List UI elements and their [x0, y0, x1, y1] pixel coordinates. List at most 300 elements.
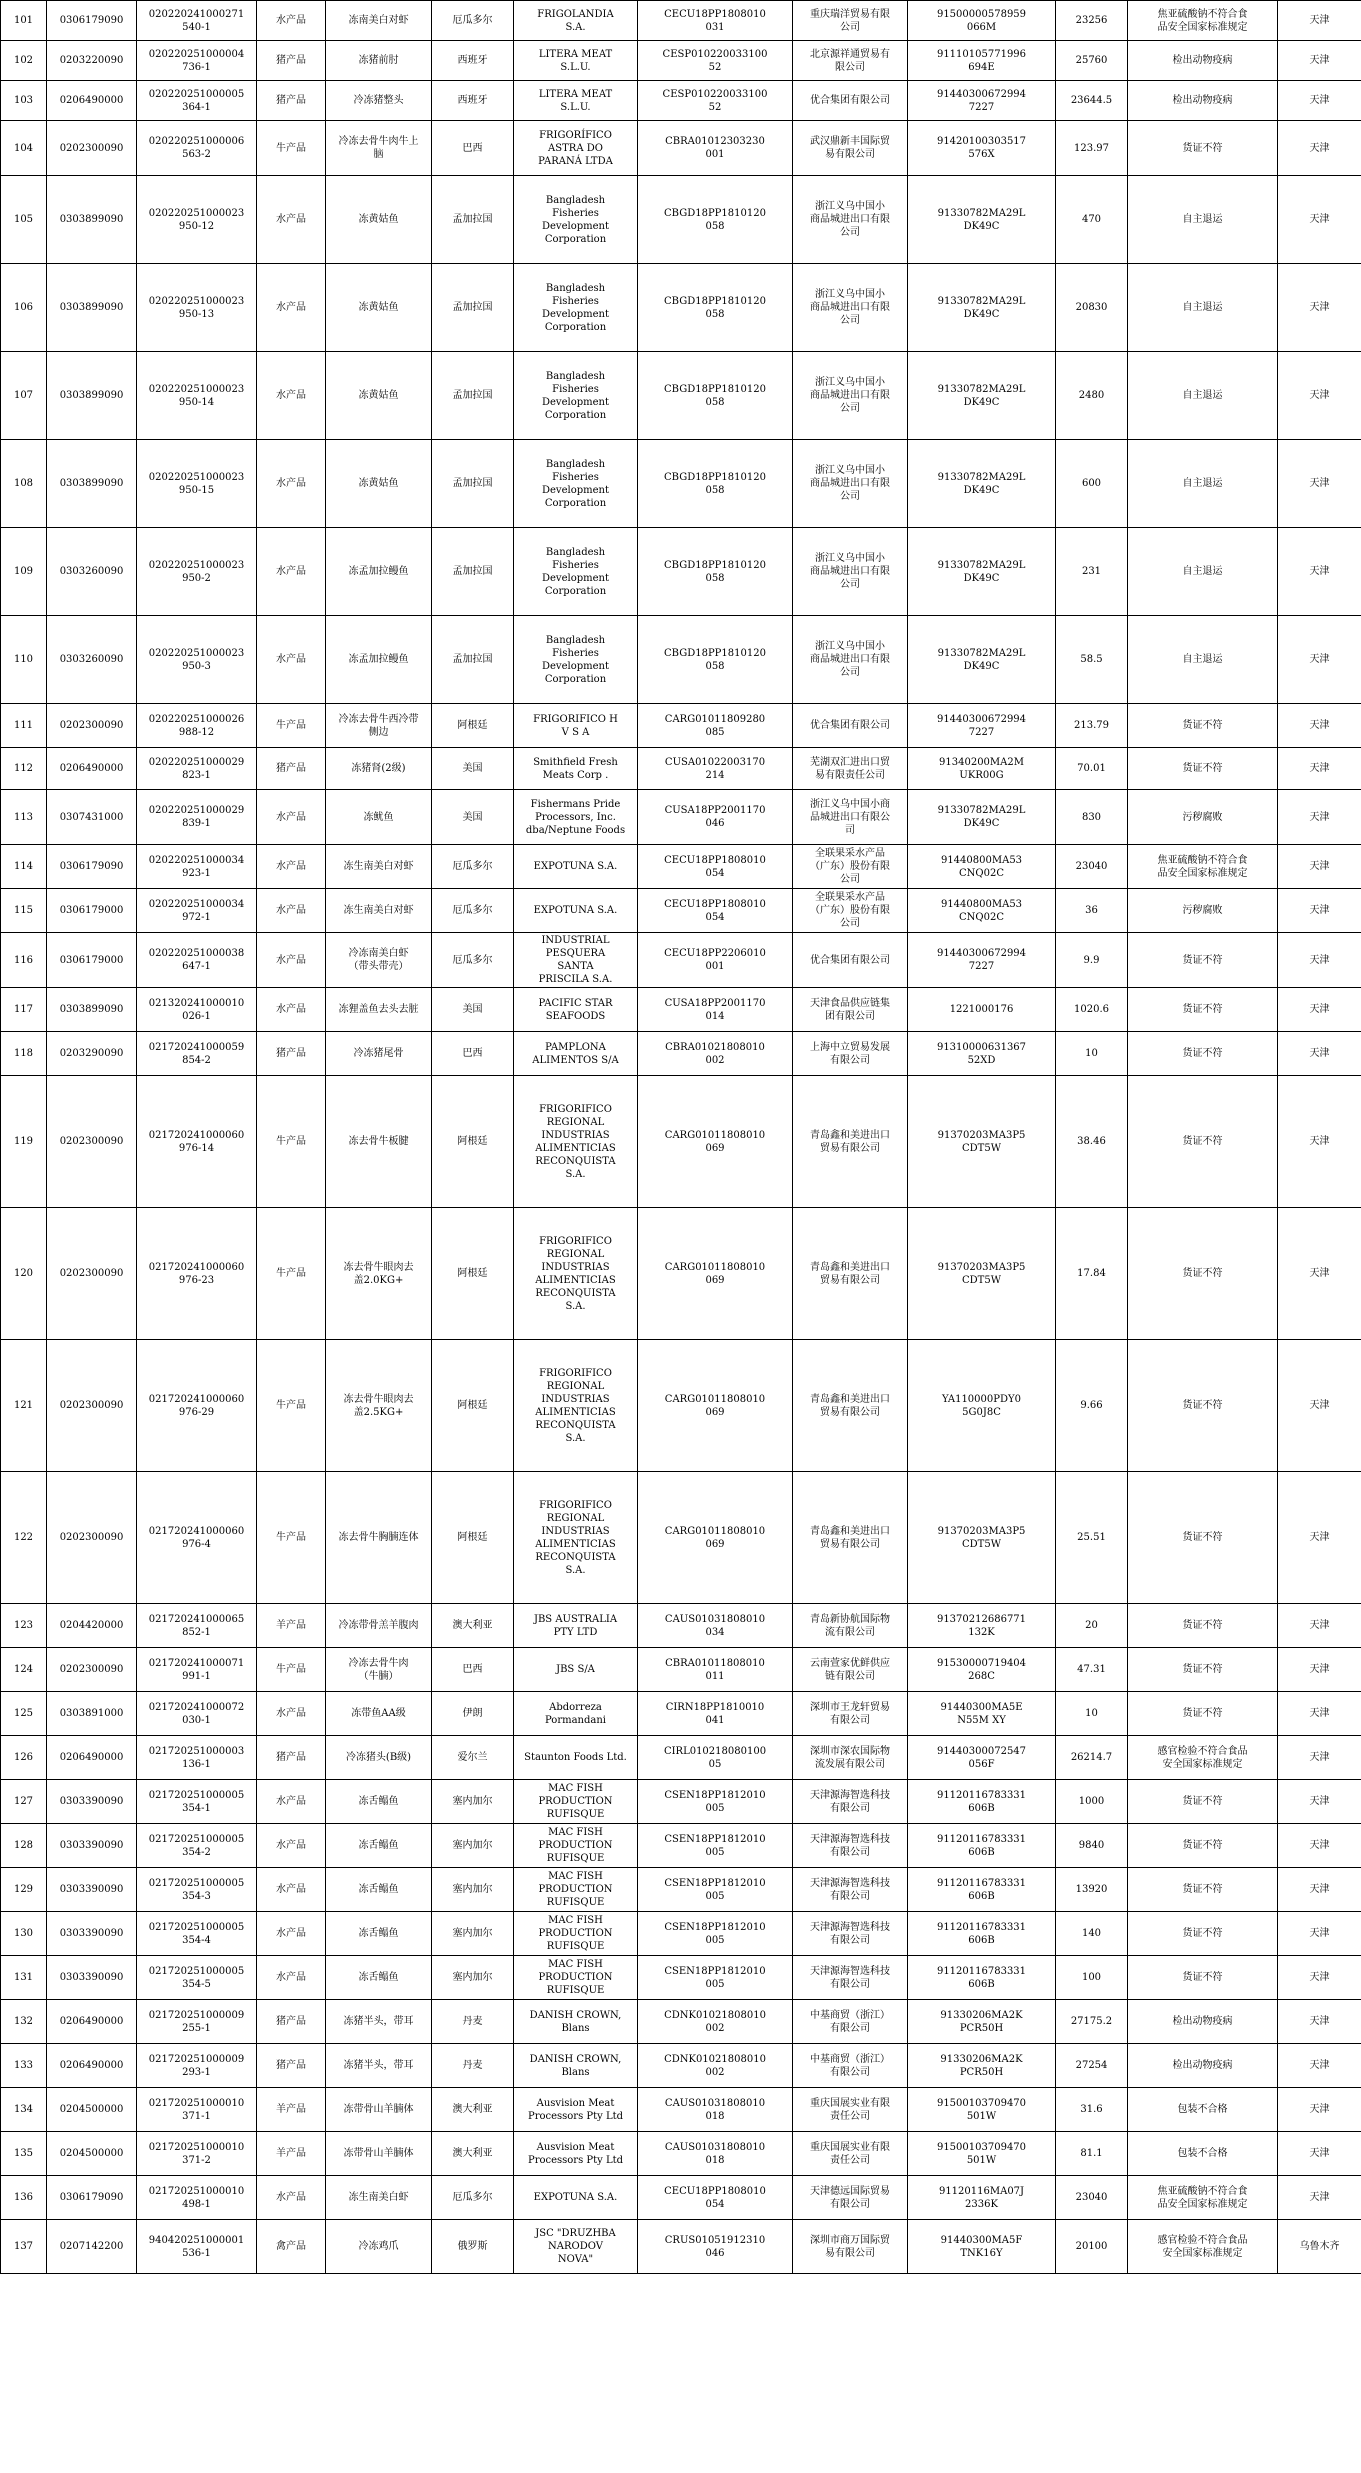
producer-registration-number: CSEN18PP1812010 005	[638, 1824, 793, 1868]
weight-kg: 23040	[1056, 2176, 1128, 2220]
port-of-entry: 天津	[1278, 889, 1361, 933]
hs-code: 0306179090	[47, 1, 137, 41]
declaration-number: 021720251000009 293-1	[137, 2044, 257, 2088]
rejection-reason: 检出动物疫病	[1128, 41, 1278, 81]
table-row	[1, 1340, 1361, 1472]
importer-credit-code: 91370203MA3P5 CDT5W	[908, 1208, 1056, 1340]
product-category: 水产品	[257, 528, 326, 616]
product-category: 禽产品	[257, 2220, 326, 2274]
product-name: 冻猪半头，带耳	[326, 2044, 432, 2088]
row-number: 112	[1, 748, 47, 790]
importer-name: 浙江义乌中国小商 品城进出口有限公 司	[793, 790, 908, 845]
declaration-number: 021720241000071 991-1	[137, 1648, 257, 1692]
table-row	[1, 2132, 1361, 2176]
importer-name: 深圳市商万国际贸 易有限公司	[793, 2220, 908, 2274]
product-name: 冻生南美白对虾	[326, 845, 432, 889]
row-number: 122	[1, 1472, 47, 1604]
table-row	[1, 81, 1361, 121]
table-row	[1, 352, 1361, 440]
port-of-entry: 天津	[1278, 121, 1361, 176]
producer-name: MAC FISH PRODUCTION RUFISQUE	[514, 1956, 638, 2000]
product-category: 牛产品	[257, 1648, 326, 1692]
table-row	[1, 440, 1361, 528]
declaration-number: 021720251000005 354-1	[137, 1780, 257, 1824]
table-row	[1, 988, 1361, 1032]
table-row	[1, 1736, 1361, 1780]
product-name: 冷冻带骨羔羊腹肉	[326, 1604, 432, 1648]
declaration-number: 020220251000023 950-14	[137, 352, 257, 440]
hs-code: 0303260090	[47, 616, 137, 704]
importer-credit-code: 91330782MA29L DK49C	[908, 176, 1056, 264]
origin-country: 丹麦	[432, 2044, 514, 2088]
port-of-entry: 天津	[1278, 41, 1361, 81]
hs-code: 0202300090	[47, 121, 137, 176]
table-row	[1, 2220, 1361, 2274]
hs-code: 0207142200	[47, 2220, 137, 2274]
declaration-number: 020220251000034 923-1	[137, 845, 257, 889]
importer-credit-code: YA110000PDY0 5G0J8C	[908, 1340, 1056, 1472]
hs-code: 0206490000	[47, 1736, 137, 1780]
row-number: 135	[1, 2132, 47, 2176]
product-category: 猪产品	[257, 1736, 326, 1780]
importer-name: 优合集团有限公司	[793, 933, 908, 988]
producer-name: JSC "DRUZHBA NARODOV NOVA"	[514, 2220, 638, 2274]
origin-country: 厄瓜多尔	[432, 845, 514, 889]
product-name: 冻孟加拉鳗鱼	[326, 528, 432, 616]
hs-code: 0303260090	[47, 528, 137, 616]
table-row	[1, 1472, 1361, 1604]
port-of-entry: 天津	[1278, 2132, 1361, 2176]
importer-credit-code: 91440300672994 7227	[908, 704, 1056, 748]
producer-registration-number: CDNK01021808010 002	[638, 2000, 793, 2044]
product-category: 水产品	[257, 1780, 326, 1824]
producer-registration-number: CARG01011809280 085	[638, 704, 793, 748]
product-name: 冻带骨山羊腩体	[326, 2088, 432, 2132]
importer-name: 北京源祥通贸易有 限公司	[793, 41, 908, 81]
rejection-reason: 货证不符	[1128, 1868, 1278, 1912]
importer-credit-code: 91330782MA29L DK49C	[908, 264, 1056, 352]
row-number: 130	[1, 1912, 47, 1956]
product-category: 水产品	[257, 2176, 326, 2220]
importer-credit-code: 91330782MA29L DK49C	[908, 616, 1056, 704]
declaration-number: 021720241000060 976-4	[137, 1472, 257, 1604]
weight-kg: 25.51	[1056, 1472, 1128, 1604]
producer-registration-number: CESP010220033100 52	[638, 41, 793, 81]
port-of-entry: 天津	[1278, 352, 1361, 440]
rejection-reason: 污秽腐败	[1128, 790, 1278, 845]
rejection-reason: 货证不符	[1128, 1780, 1278, 1824]
product-category: 猪产品	[257, 1032, 326, 1076]
hs-code: 0202300090	[47, 1340, 137, 1472]
hs-code: 0306179000	[47, 933, 137, 988]
table-row	[1, 704, 1361, 748]
port-of-entry: 天津	[1278, 845, 1361, 889]
product-category: 猪产品	[257, 2044, 326, 2088]
producer-name: MAC FISH PRODUCTION RUFISQUE	[514, 1868, 638, 1912]
importer-name: 天津德远国际贸易 有限公司	[793, 2176, 908, 2220]
producer-registration-number: CECU18PP2206010 001	[638, 933, 793, 988]
port-of-entry: 天津	[1278, 1824, 1361, 1868]
weight-kg: 213.79	[1056, 704, 1128, 748]
product-name: 冻猪肾(2级)	[326, 748, 432, 790]
row-number: 129	[1, 1868, 47, 1912]
declaration-number: 020220251000004 736-1	[137, 41, 257, 81]
product-name: 冻生南美白对虾	[326, 889, 432, 933]
origin-country: 阿根廷	[432, 704, 514, 748]
weight-kg: 20830	[1056, 264, 1128, 352]
producer-name: FRIGOLANDIA S.A.	[514, 1, 638, 41]
rejection-reason: 焦亚硫酸钠不符合食 品安全国家标准规定	[1128, 845, 1278, 889]
table-row	[1, 121, 1361, 176]
declaration-number: 021720251000009 255-1	[137, 2000, 257, 2044]
port-of-entry: 天津	[1278, 1736, 1361, 1780]
producer-registration-number: CBGD18PP1810120 058	[638, 528, 793, 616]
importer-credit-code: 91370203MA3P5 CDT5W	[908, 1472, 1056, 1604]
row-number: 128	[1, 1824, 47, 1868]
product-category: 水产品	[257, 790, 326, 845]
hs-code: 0206490000	[47, 2044, 137, 2088]
producer-name: Bangladesh Fisheries Development Corporation	[514, 528, 638, 616]
rejection-reason: 货证不符	[1128, 1208, 1278, 1340]
importer-name: 浙江义乌中国小 商品城进出口有限 公司	[793, 176, 908, 264]
hs-code: 0204500000	[47, 2132, 137, 2176]
producer-name: EXPOTUNA S.A.	[514, 2176, 638, 2220]
declaration-number: 020220251000006 563-2	[137, 121, 257, 176]
declaration-number: 020220251000023 950-15	[137, 440, 257, 528]
rejection-reason: 货证不符	[1128, 1472, 1278, 1604]
port-of-entry: 天津	[1278, 933, 1361, 988]
producer-registration-number: CAUS01031808010 034	[638, 1604, 793, 1648]
weight-kg: 9.9	[1056, 933, 1128, 988]
product-name: 冻南美白对虾	[326, 1, 432, 41]
producer-registration-number: CARG01011808010 069	[638, 1208, 793, 1340]
producer-name: FRIGORIFICO REGIONAL INDUSTRIAS ALIMENTICIAS RECONQUISTA S.A.	[514, 1076, 638, 1208]
product-category: 猪产品	[257, 81, 326, 121]
product-name: 冻舌鳎鱼	[326, 1912, 432, 1956]
importer-name: 中基商贸（浙江） 有限公司	[793, 2044, 908, 2088]
rejection-reason: 货证不符	[1128, 1648, 1278, 1692]
producer-name: FRIGORIFICO H V S A	[514, 704, 638, 748]
port-of-entry: 天津	[1278, 616, 1361, 704]
product-category: 水产品	[257, 1912, 326, 1956]
weight-kg: 70.01	[1056, 748, 1128, 790]
producer-name: Staunton Foods Ltd.	[514, 1736, 638, 1780]
rejection-reason: 污秽腐败	[1128, 889, 1278, 933]
product-name: 冻舌鳎鱼	[326, 1956, 432, 2000]
hs-code: 0202300090	[47, 1208, 137, 1340]
origin-country: 巴西	[432, 1648, 514, 1692]
producer-registration-number: CARG01011808010 069	[638, 1076, 793, 1208]
producer-registration-number: CSEN18PP1812010 005	[638, 1780, 793, 1824]
product-category: 水产品	[257, 176, 326, 264]
product-name: 冷冻南美白虾 （带头带壳）	[326, 933, 432, 988]
weight-kg: 10	[1056, 1692, 1128, 1736]
product-category: 牛产品	[257, 1472, 326, 1604]
importer-name: 深圳市深农国际物 流发展有限公司	[793, 1736, 908, 1780]
importer-name: 云南萱家优鲜供应 链有限公司	[793, 1648, 908, 1692]
product-category: 水产品	[257, 1956, 326, 2000]
row-number: 118	[1, 1032, 47, 1076]
producer-name: EXPOTUNA S.A.	[514, 845, 638, 889]
importer-credit-code: 91310000631367 52XD	[908, 1032, 1056, 1076]
importer-credit-code: 91330782MA29L DK49C	[908, 352, 1056, 440]
weight-kg: 27175.2	[1056, 2000, 1128, 2044]
origin-country: 塞内加尔	[432, 1868, 514, 1912]
table-row	[1, 1912, 1361, 1956]
weight-kg: 2480	[1056, 352, 1128, 440]
product-name: 冻舌鳎鱼	[326, 1824, 432, 1868]
rejection-reason: 检出动物疫病	[1128, 81, 1278, 121]
hs-code: 0303390090	[47, 1868, 137, 1912]
rejection-reason: 货证不符	[1128, 1340, 1278, 1472]
row-number: 127	[1, 1780, 47, 1824]
importer-name: 浙江义乌中国小 商品城进出口有限 公司	[793, 440, 908, 528]
importer-credit-code: 91330782MA29L DK49C	[908, 790, 1056, 845]
declaration-number: 940420251000001 536-1	[137, 2220, 257, 2274]
producer-name: MAC FISH PRODUCTION RUFISQUE	[514, 1912, 638, 1956]
origin-country: 巴西	[432, 1032, 514, 1076]
row-number: 132	[1, 2000, 47, 2044]
importer-credit-code: 91500103709470 501W	[908, 2132, 1056, 2176]
rejection-reason: 自主退运	[1128, 616, 1278, 704]
origin-country: 塞内加尔	[432, 1912, 514, 1956]
importer-name: 重庆瑞洋贸易有限 公司	[793, 1, 908, 41]
importer-credit-code: 91370203MA3P5 CDT5W	[908, 1076, 1056, 1208]
rejection-reason: 焦亚硫酸钠不符合食 品安全国家标准规定	[1128, 2176, 1278, 2220]
product-name: 冻鱿鱼	[326, 790, 432, 845]
declaration-number: 020220251000038 647-1	[137, 933, 257, 988]
rejection-reason: 感官检验不符合食品 安全国家标准规定	[1128, 2220, 1278, 2274]
producer-registration-number: CARG01011808010 069	[638, 1472, 793, 1604]
table-row	[1, 933, 1361, 988]
table-row	[1, 264, 1361, 352]
weight-kg: 20100	[1056, 2220, 1128, 2274]
product-name: 冻黄姑鱼	[326, 176, 432, 264]
producer-registration-number: CSEN18PP1812010 005	[638, 1912, 793, 1956]
row-number: 137	[1, 2220, 47, 2274]
producer-name: MAC FISH PRODUCTION RUFISQUE	[514, 1824, 638, 1868]
origin-country: 孟加拉国	[432, 616, 514, 704]
origin-country: 丹麦	[432, 2000, 514, 2044]
importer-credit-code: 91440300672994 7227	[908, 933, 1056, 988]
product-name: 冷冻鸡爪	[326, 2220, 432, 2274]
importer-credit-code: 91440300MA5F TNK16Y	[908, 2220, 1056, 2274]
row-number: 133	[1, 2044, 47, 2088]
table-row	[1, 1208, 1361, 1340]
product-name: 冷冻猪尾骨	[326, 1032, 432, 1076]
table-row	[1, 1604, 1361, 1648]
weight-kg: 830	[1056, 790, 1128, 845]
rejection-reason: 自主退运	[1128, 264, 1278, 352]
weight-kg: 81.1	[1056, 2132, 1128, 2176]
importer-name: 重庆国展实业有限 责任公司	[793, 2088, 908, 2132]
producer-name: Fishermans Pride Processors, Inc. dba/Neptune Foods	[514, 790, 638, 845]
producer-registration-number: CBRA01012303230 001	[638, 121, 793, 176]
declaration-number: 020220251000029 839-1	[137, 790, 257, 845]
producer-registration-number: CAUS01031808010 018	[638, 2088, 793, 2132]
declaration-number: 021720251000010 371-2	[137, 2132, 257, 2176]
product-category: 猪产品	[257, 748, 326, 790]
hs-code: 0203290090	[47, 1032, 137, 1076]
weight-kg: 9840	[1056, 1824, 1128, 1868]
importer-credit-code: 91330782MA29L DK49C	[908, 440, 1056, 528]
importer-name: 天津食品供应链集 团有限公司	[793, 988, 908, 1032]
row-number: 107	[1, 352, 47, 440]
table-row	[1, 616, 1361, 704]
product-name: 冻狸盖鱼去头去脏	[326, 988, 432, 1032]
importer-name: 天津源海智选科技 有限公司	[793, 1780, 908, 1824]
row-number: 109	[1, 528, 47, 616]
declaration-number: 021720241000060 976-29	[137, 1340, 257, 1472]
table-row	[1, 748, 1361, 790]
origin-country: 澳大利亚	[432, 1604, 514, 1648]
product-name: 冷冻去骨牛肉牛上 脑	[326, 121, 432, 176]
rejection-reason: 货证不符	[1128, 988, 1278, 1032]
importer-credit-code: 1221000176	[908, 988, 1056, 1032]
product-name: 冻生南美白虾	[326, 2176, 432, 2220]
rejection-reason: 货证不符	[1128, 121, 1278, 176]
row-number: 125	[1, 1692, 47, 1736]
port-of-entry: 天津	[1278, 1648, 1361, 1692]
hs-code: 0303899090	[47, 988, 137, 1032]
producer-registration-number: CUSA18PP2001170 046	[638, 790, 793, 845]
product-name: 冻去骨牛眼肉去 盖2.0KG+	[326, 1208, 432, 1340]
producer-registration-number: CIRN18PP1810010 041	[638, 1692, 793, 1736]
origin-country: 阿根廷	[432, 1076, 514, 1208]
origin-country: 伊朗	[432, 1692, 514, 1736]
port-of-entry: 天津	[1278, 1340, 1361, 1472]
importer-credit-code: 91120116783331 606B	[908, 1912, 1056, 1956]
declaration-number: 020220251000026 988-12	[137, 704, 257, 748]
product-name: 冻去骨牛眼肉去 盖2.5KG+	[326, 1340, 432, 1472]
importer-name: 武汉鼎新丰国际贸 易有限公司	[793, 121, 908, 176]
product-category: 猪产品	[257, 41, 326, 81]
producer-name: PAMPLONA ALIMENTOS S/A	[514, 1032, 638, 1076]
rejection-reason: 检出动物疫病	[1128, 2000, 1278, 2044]
rejection-reason: 焦亚硫酸钠不符合食 品安全国家标准规定	[1128, 1, 1278, 41]
port-of-entry: 天津	[1278, 176, 1361, 264]
importer-credit-code: 91440800MA53 CNQ02C	[908, 889, 1056, 933]
importer-credit-code: 91500000578959 066M	[908, 1, 1056, 41]
weight-kg: 231	[1056, 528, 1128, 616]
rejection-reason: 自主退运	[1128, 528, 1278, 616]
importer-name: 优合集团有限公司	[793, 81, 908, 121]
origin-country: 阿根廷	[432, 1472, 514, 1604]
importer-name: 天津源海智选科技 有限公司	[793, 1824, 908, 1868]
origin-country: 西班牙	[432, 41, 514, 81]
origin-country: 阿根廷	[432, 1208, 514, 1340]
row-number: 126	[1, 1736, 47, 1780]
product-category: 水产品	[257, 1824, 326, 1868]
product-category: 羊产品	[257, 2132, 326, 2176]
product-name: 冷冻猪整头	[326, 81, 432, 121]
importer-name: 上海中立贸易发展 有限公司	[793, 1032, 908, 1076]
hs-code: 0203220090	[47, 41, 137, 81]
importer-credit-code: 91420100303517 576X	[908, 121, 1056, 176]
product-category: 水产品	[257, 933, 326, 988]
origin-country: 阿根廷	[432, 1340, 514, 1472]
product-name: 冻带骨山羊腩体	[326, 2132, 432, 2176]
producer-name: Bangladesh Fisheries Development Corporation	[514, 616, 638, 704]
product-category: 牛产品	[257, 121, 326, 176]
importer-name: 天津源海智选科技 有限公司	[793, 1868, 908, 1912]
weight-kg: 140	[1056, 1912, 1128, 1956]
product-category: 水产品	[257, 845, 326, 889]
port-of-entry: 天津	[1278, 1868, 1361, 1912]
row-number: 120	[1, 1208, 47, 1340]
product-category: 牛产品	[257, 1340, 326, 1472]
hs-code: 0303390090	[47, 1780, 137, 1824]
importer-name: 优合集团有限公司	[793, 704, 908, 748]
declaration-number: 021720251000005 354-3	[137, 1868, 257, 1912]
weight-kg: 20	[1056, 1604, 1128, 1648]
hs-code: 0303899090	[47, 352, 137, 440]
weight-kg: 100	[1056, 1956, 1128, 2000]
rejection-reason: 货证不符	[1128, 1076, 1278, 1208]
producer-registration-number: CBGD18PP1810120 058	[638, 352, 793, 440]
hs-code: 0206490000	[47, 748, 137, 790]
hs-code: 0303390090	[47, 1956, 137, 2000]
producer-registration-number: CBRA01021808010 002	[638, 1032, 793, 1076]
row-number: 116	[1, 933, 47, 988]
producer-name: EXPOTUNA S.A.	[514, 889, 638, 933]
declaration-number: 020220251000023 950-3	[137, 616, 257, 704]
producer-name: DANISH CROWN, Blans	[514, 2044, 638, 2088]
hs-code: 0202300090	[47, 1076, 137, 1208]
port-of-entry: 天津	[1278, 2044, 1361, 2088]
row-number: 105	[1, 176, 47, 264]
weight-kg: 27254	[1056, 2044, 1128, 2088]
declaration-number: 021720241000065 852-1	[137, 1604, 257, 1648]
weight-kg: 9.66	[1056, 1340, 1128, 1472]
product-category: 水产品	[257, 616, 326, 704]
product-category: 水产品	[257, 988, 326, 1032]
producer-name: Bangladesh Fisheries Development Corporation	[514, 352, 638, 440]
table-row	[1, 41, 1361, 81]
port-of-entry: 天津	[1278, 1956, 1361, 2000]
row-number: 131	[1, 1956, 47, 2000]
importer-name: 浙江义乌中国小 商品城进出口有限 公司	[793, 616, 908, 704]
weight-kg: 47.31	[1056, 1648, 1128, 1692]
declaration-number: 020220251000023 950-13	[137, 264, 257, 352]
product-name: 冻孟加拉鳗鱼	[326, 616, 432, 704]
table-row	[1, 2000, 1361, 2044]
table-row	[1, 528, 1361, 616]
product-name: 冻黄姑鱼	[326, 440, 432, 528]
origin-country: 厄瓜多尔	[432, 2176, 514, 2220]
producer-registration-number: CECU18PP1808010 031	[638, 1, 793, 41]
port-of-entry: 天津	[1278, 81, 1361, 121]
declaration-number: 020220241000271 540-1	[137, 1, 257, 41]
product-category: 猪产品	[257, 2000, 326, 2044]
weight-kg: 1000	[1056, 1780, 1128, 1824]
weight-kg: 123.97	[1056, 121, 1128, 176]
row-number: 108	[1, 440, 47, 528]
declaration-number: 021720241000060 976-14	[137, 1076, 257, 1208]
origin-country: 孟加拉国	[432, 528, 514, 616]
origin-country: 厄瓜多尔	[432, 889, 514, 933]
port-of-entry: 天津	[1278, 264, 1361, 352]
weight-kg: 470	[1056, 176, 1128, 264]
producer-name: MAC FISH PRODUCTION RUFISQUE	[514, 1780, 638, 1824]
rejection-reason: 货证不符	[1128, 1912, 1278, 1956]
origin-country: 塞内加尔	[432, 1956, 514, 2000]
port-of-entry: 天津	[1278, 1, 1361, 41]
importer-credit-code: 91120116783331 606B	[908, 1868, 1056, 1912]
row-number: 110	[1, 616, 47, 704]
product-category: 羊产品	[257, 2088, 326, 2132]
hs-code: 0307431000	[47, 790, 137, 845]
